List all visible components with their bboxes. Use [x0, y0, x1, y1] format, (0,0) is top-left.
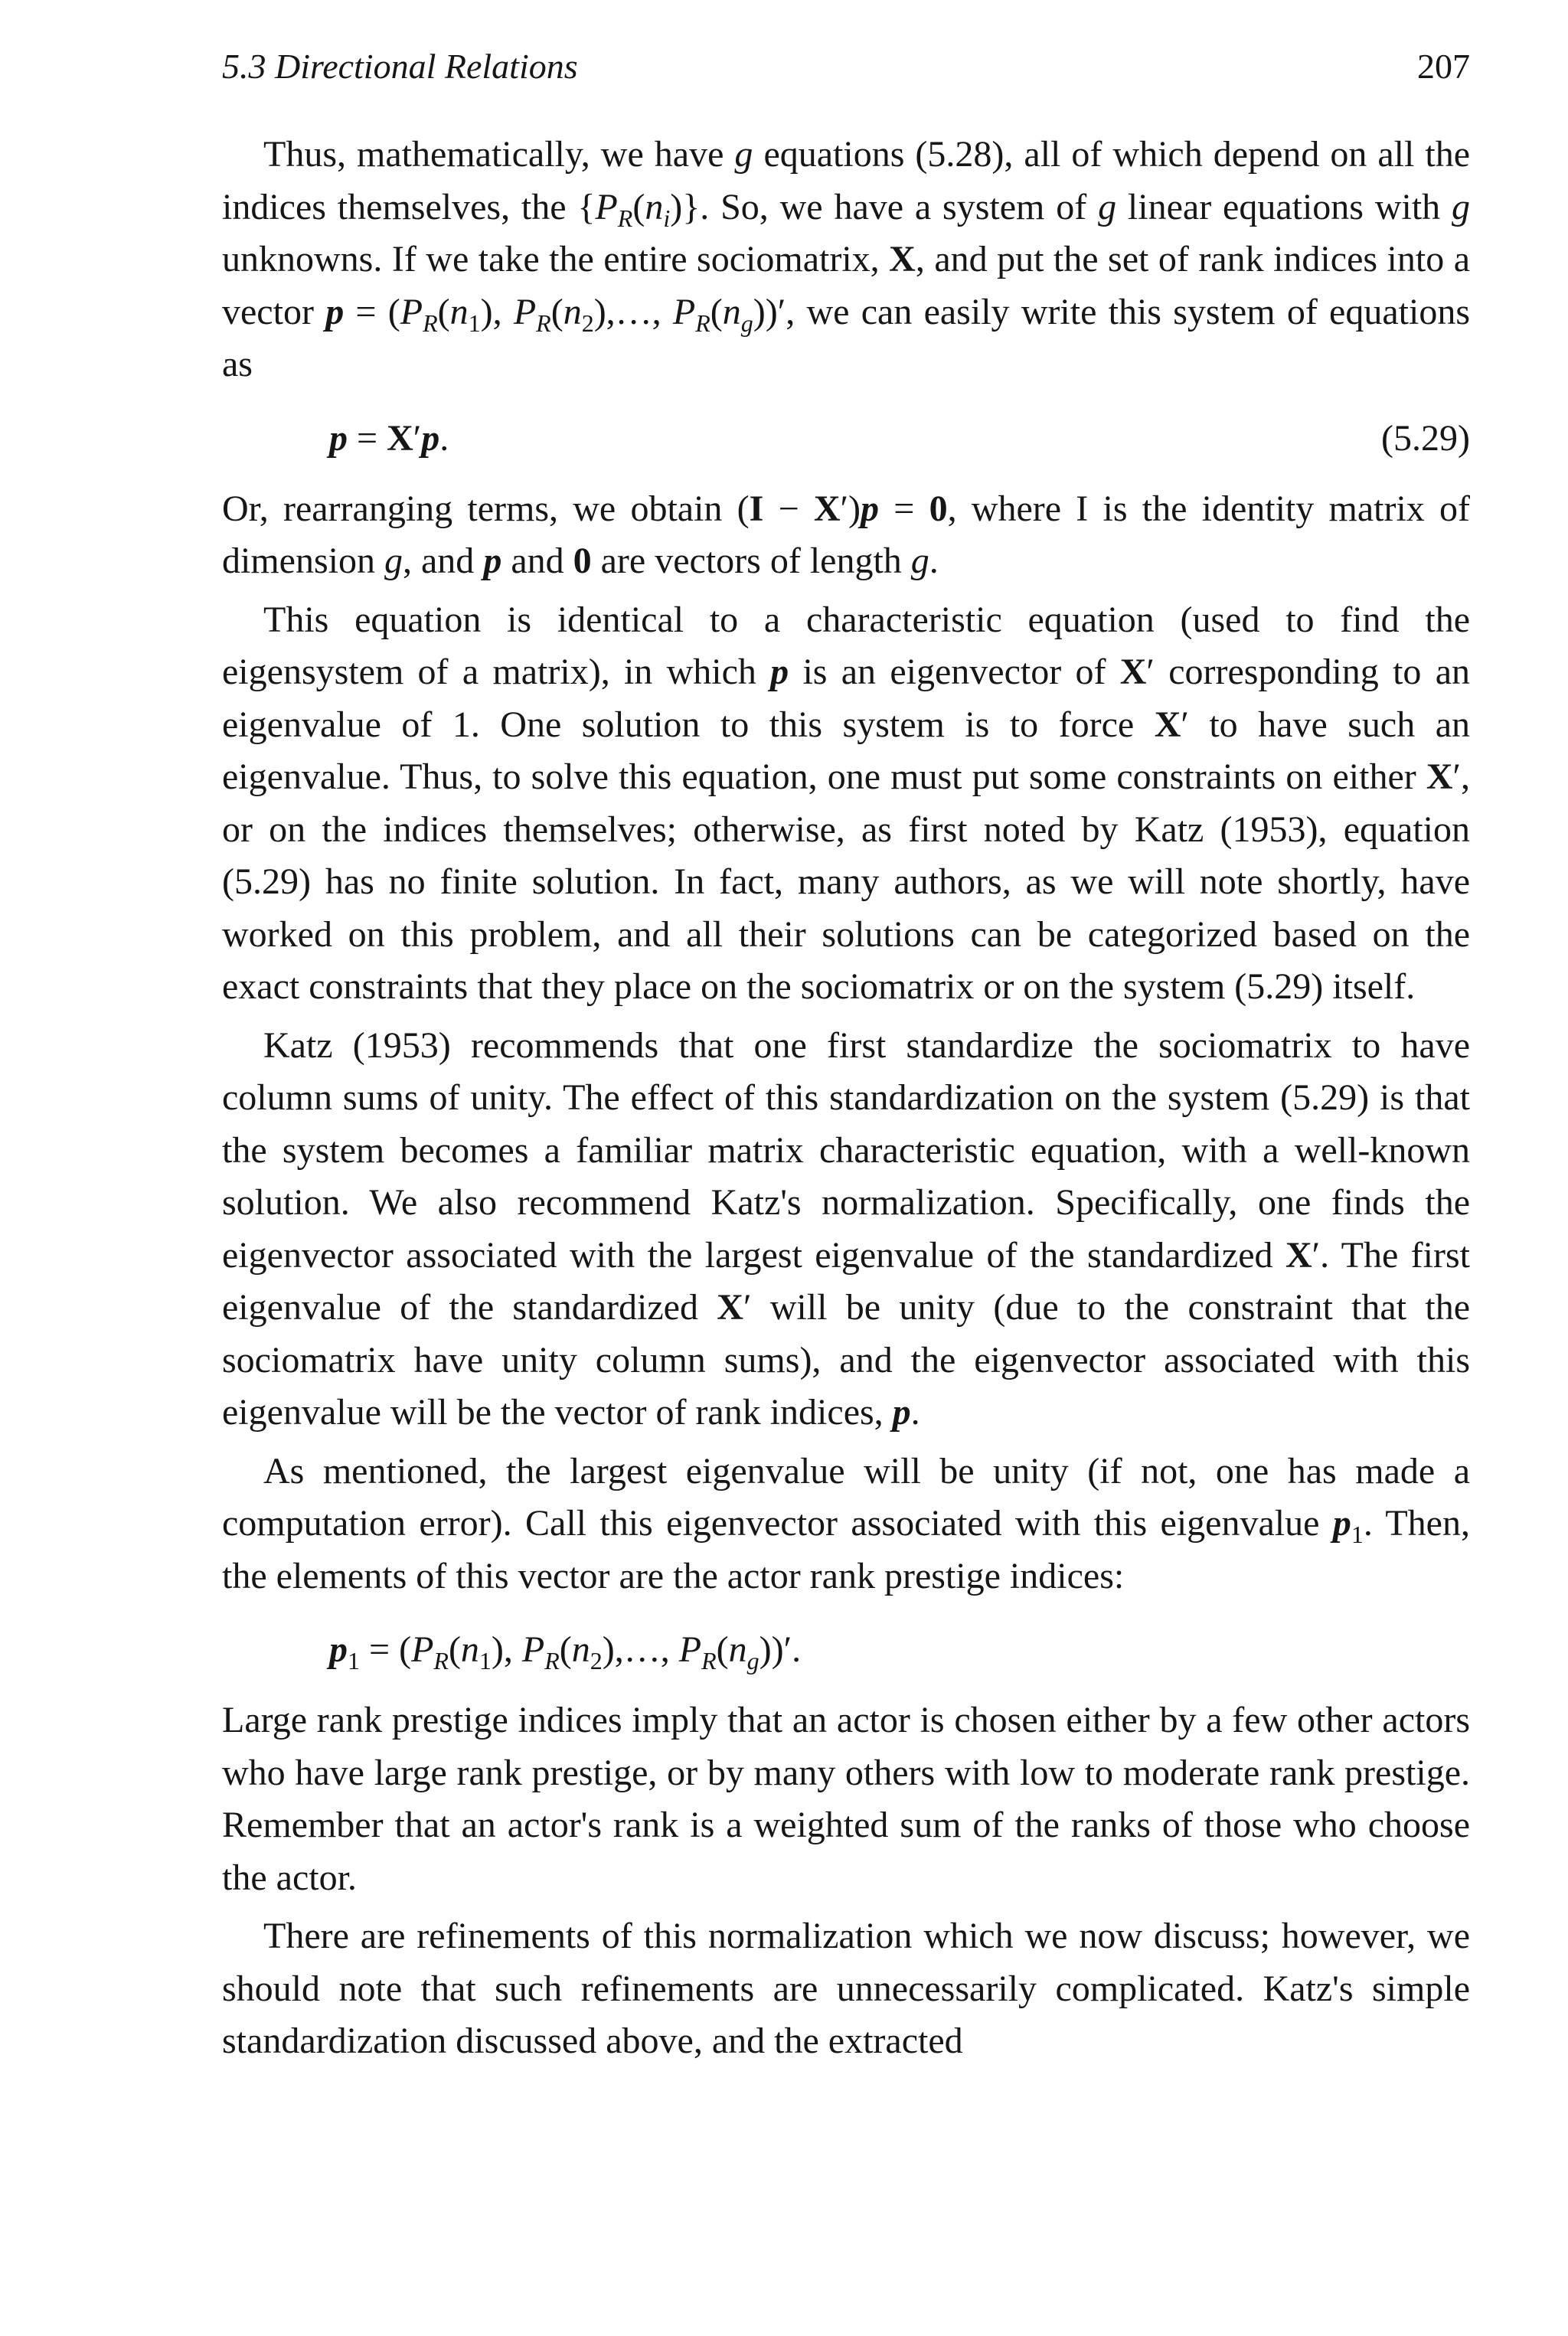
paragraph-3: This equation is identical to a characteristic equation (used to find the eigensystem of a matrix), in which p is an eigenvector of X′ corresponding to an eigenvalue of 1. One solution to this system is to force X′ to have such an eigenvalue. Thus, to solve this equation, one must put some constraints on either X′, or on the indices themselves; otherwise, as first noted by Katz (1953), equation (5.29) has no finite solution. In fact, many authors, as we will note shortly, have worked on this problem, and all their solutions can be categorized based on the exact constraints that they place on the sociomatrix or on the system (5.29) itself.	[222, 599, 1471, 1007]
paragraph-5: As mentioned, the largest eigenvalue will be unity (if not, one has made a computation error). Call this eigenvector associated with this eigenvalue $p_1$. Then, the elements of this vector are the actor rank prestige indices:	[222, 1450, 1470, 1596]
paragraph-2: Or, rearranging terms, we obtain (I − X′)p = 0, where I is the identity matrix of dimension g, and p and 0 are vectors of length g.	[222, 488, 1470, 581]
paragraph-4: Katz (1953) recommends that one first standardize the sociomatrix to have column sums of unity. The effect of this standardization on the system (5.29) is that the system becomes a familiar matrix characteristic equation, with a well-known solution. We also recommend Katz's normalization. Specifically, one finds the eigenvector associated with the largest eigenvalue of the standardized X′. The first eigenvalue of the standardized X′ will be unity (due to the constraint that the sociomatrix have unity column sums), and the eigenvector associated with this eigenvalue will be the vector of rank indices, p.	[222, 1024, 1471, 1433]
body-text	[222, 129, 1470, 2074]
equation-p1	[222, 1619, 1470, 1681]
page-header	[222, 46, 1470, 100]
equation-5-29	[222, 408, 1470, 469]
paragraph-1: Thus, mathematically, we have g equations (5.28), all of which depend on all the indices themselves, the $\{P_R(n_i)\}$. So, we have a system of g linear equations with g unknowns. If we take the entire sociomatrix, X, and put the set of rank indices into a vector $p = (P_R(n_1)$, $P_R(n_2),\dots$, $P_R(n_g))'$, we can easily write this system of equations as	[222, 134, 1471, 384]
equation-5-29-body: p = X′p.	[329, 417, 449, 459]
equation-p1-body: $p_1 = (P_R(n_1)$, $P_R(n_2),\dots$, $P_R(n_g))'$.	[329, 1629, 802, 1674]
running-head: 5.3 Directional Relations	[222, 47, 578, 86]
equation-5-29-number: (5.29)	[1381, 417, 1470, 459]
paragraph-6: Large rank prestige indices imply that an actor is chosen either by a few other actors who have large rank prestige, or by many others with low to moderate rank prestige. Remember that an actor's rank is a weighted sum of the ranks of those who choose the actor.	[222, 1700, 1470, 1898]
paragraph-7: There are refinements of this normalization which we now discuss; however, we should note that such refinements are unnecessarily complicated. Katz's simple standardization discussed above, and the extracted	[222, 1916, 1470, 2061]
page-number: 207	[1417, 47, 1470, 86]
